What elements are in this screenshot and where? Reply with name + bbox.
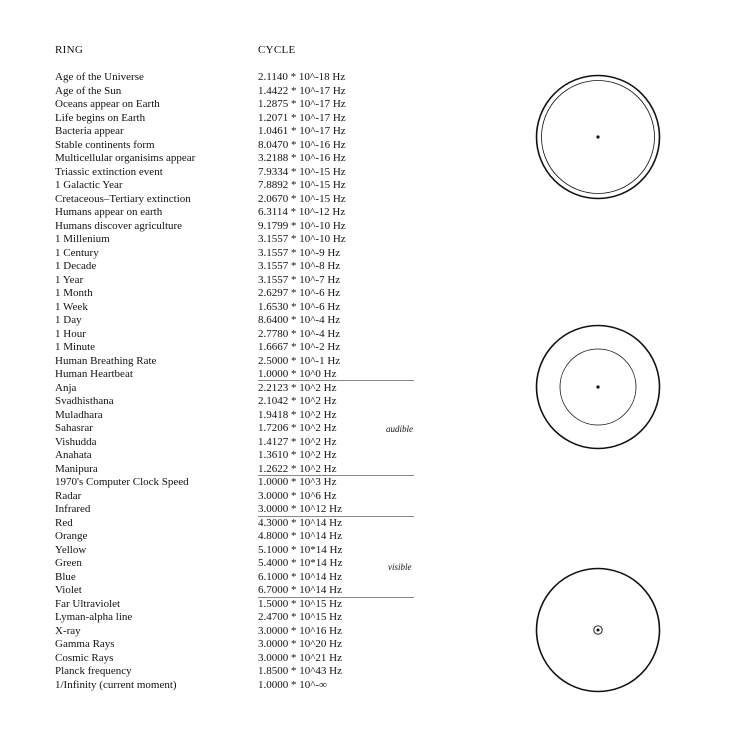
ring-diagram-middle [537, 326, 660, 449]
cycle-value: 1.2071 * 10^-17 Hz [258, 111, 346, 124]
cycle-value: 3.1557 * 10^-8 Hz [258, 260, 341, 272]
ring-label: Vishudda [55, 435, 97, 448]
ring-label: 1 Galactic Year [55, 179, 123, 191]
cycle-value: 1.5000 * 10^15 Hz [258, 597, 342, 610]
ring-label: Humans discover agriculture [55, 219, 183, 232]
ring-label: Orange [55, 530, 88, 542]
cycle-value: 2.1042 * 10^2 Hz [258, 395, 337, 407]
visible-band-label: visible [388, 562, 412, 572]
center-dot [596, 385, 599, 388]
ring-label: 1 Year [55, 273, 84, 286]
cycle-value: 3.0000 * 10^21 Hz [258, 651, 342, 664]
cycle-value: 4.3000 * 10^14 Hz [258, 516, 342, 529]
cycle-value: 1.6530 * 10^-6 Hz [258, 300, 341, 313]
cycle-value: 5.1000 * 10*14 Hz [258, 543, 343, 556]
ring-label: Age of the Universe [55, 71, 144, 83]
cycle-value: 4.8000 * 10^14 Hz [258, 530, 342, 542]
ring-label: Planck frequency [55, 665, 132, 677]
ring-label: Violet [55, 584, 82, 596]
ring-label: Green [55, 557, 82, 569]
center-dot [596, 135, 599, 138]
ring-label: Red [55, 516, 73, 529]
ring-label: Sahasrar [55, 422, 93, 434]
ring-label: Radar [55, 489, 82, 502]
ring-label: 1/Infinity (current moment) [55, 678, 177, 691]
ring-label: Multicellular organisims appear [55, 152, 196, 164]
cycle-value: 6.7000 * 10^14 Hz [258, 584, 342, 596]
ring-label: Cosmic Rays [55, 651, 114, 664]
ring-label: Cretaceous–Tertiary extinction [55, 192, 191, 205]
ring-label: Age of the Sun [55, 84, 122, 97]
ring-label: Svadhisthana [55, 395, 114, 407]
cycle-value: 3.0000 * 10^16 Hz [258, 624, 342, 637]
ring-diagram-bottom [537, 569, 660, 692]
ring-label: Life begins on Earth [55, 111, 146, 124]
cycle-value: 7.8892 * 10^-15 Hz [258, 179, 346, 191]
ring-label: Yellow [55, 543, 87, 556]
ring-label: 1 Decade [55, 260, 97, 272]
cycle-column-header: CYCLE [258, 44, 296, 56]
cycle-value: 5.4000 * 10*14 Hz [258, 557, 343, 569]
ring-label: Stable continents form [55, 138, 155, 151]
cycle-value: 2.4700 * 10^15 Hz [258, 611, 342, 623]
ring-label: 1 Day [55, 314, 82, 326]
center-dot [597, 629, 600, 632]
ring-column-header: RING [55, 44, 84, 56]
cycle-value: 3.0000 * 10^6 Hz [258, 489, 337, 502]
cycle-value: 1.9418 * 10^2 Hz [258, 408, 337, 421]
cycle-value: 2.1140 * 10^-18 Hz [258, 71, 346, 83]
ring-label: Human Heartbeat [55, 368, 133, 380]
ring-diagram-top [537, 76, 660, 199]
ring-label: X-ray [55, 624, 81, 637]
cycle-value: 6.3114 * 10^-12 Hz [258, 206, 346, 218]
ring-label: Muladhara [55, 408, 103, 421]
ring-label: Anja [55, 381, 77, 394]
ring-label: Gamma Rays [55, 638, 115, 650]
ring-label: 1 Month [55, 287, 93, 299]
cycle-value: 2.7780 * 10^-4 Hz [258, 327, 341, 340]
cycle-value: 1.6667 * 10^-2 Hz [258, 341, 341, 353]
cycle-value: 3.1557 * 10^-10 Hz [258, 233, 346, 245]
ring-label: Human Breathing Rate [55, 354, 157, 367]
cycle-value: 1.4422 * 10^-17 Hz [258, 84, 346, 97]
cycle-value: 1.0000 * 10^3 Hz [258, 476, 337, 488]
audible-band-label: audible [386, 424, 413, 434]
cycle-value: 9.1799 * 10^-10 Hz [258, 219, 346, 232]
cycle-value: 8.6400 * 10^-4 Hz [258, 314, 341, 326]
ring-label: Infrared [55, 503, 91, 515]
cycle-value: 2.0670 * 10^-15 Hz [258, 192, 346, 205]
ring-label: Humans appear on earth [55, 206, 163, 218]
ring-label: Manipura [55, 462, 98, 475]
ring-label: 1 Hour [55, 327, 86, 340]
ring-label: 1970's Computer Clock Speed [55, 476, 189, 488]
ring-label: Lyman-alpha line [55, 611, 133, 623]
cycle-value: 3.2188 * 10^-16 Hz [258, 152, 346, 164]
cycle-value: 6.1000 * 10^14 Hz [258, 570, 342, 583]
ring-label: Anahata [55, 449, 92, 461]
cycle-value: 1.0000 * 10^0 Hz [258, 368, 337, 380]
cycle-value: 1.4127 * 10^2 Hz [258, 435, 337, 448]
ring-label: Triassic extinction event [55, 165, 163, 178]
cycle-value: 2.5000 * 10^-1 Hz [258, 354, 341, 367]
ring-label: 1 Century [55, 246, 99, 259]
ring-label: Bacteria appear [55, 125, 124, 137]
cycle-value: 2.2123 * 10^2 Hz [258, 381, 337, 394]
cycle-value: 2.6297 * 10^-6 Hz [258, 287, 341, 299]
cycle-value: 8.0470 * 10^-16 Hz [258, 138, 346, 151]
cycle-value: 1.3610 * 10^2 Hz [258, 449, 337, 461]
ring-label: 1 Minute [55, 341, 96, 353]
ring-label: Blue [55, 570, 76, 583]
cycle-value: 7.9334 * 10^-15 Hz [258, 165, 346, 178]
cycle-value: 1.2875 * 10^-17 Hz [258, 98, 346, 110]
cycle-value: 1.8500 * 10^43 Hz [258, 665, 342, 677]
cycle-value: 3.0000 * 10^20 Hz [258, 638, 342, 650]
ring-label: 1 Week [55, 300, 88, 313]
cycle-value: 1.0000 * 10^-∞ [258, 678, 327, 691]
cycle-value: 1.7206 * 10^2 Hz [258, 422, 337, 434]
cycle-value: 1.2622 * 10^2 Hz [258, 462, 337, 475]
cycle-value: 3.0000 * 10^12 Hz [258, 503, 342, 515]
cycle-value: 1.0461 * 10^-17 Hz [258, 125, 346, 137]
cycle-value: 3.1557 * 10^-9 Hz [258, 246, 341, 259]
ring-label: Oceans appear on Earth [55, 98, 160, 110]
cycle-value: 3.1557 * 10^-7 Hz [258, 273, 341, 286]
ring-label: 1 Millenium [55, 233, 110, 245]
ring-label: Far Ultraviolet [55, 597, 121, 610]
